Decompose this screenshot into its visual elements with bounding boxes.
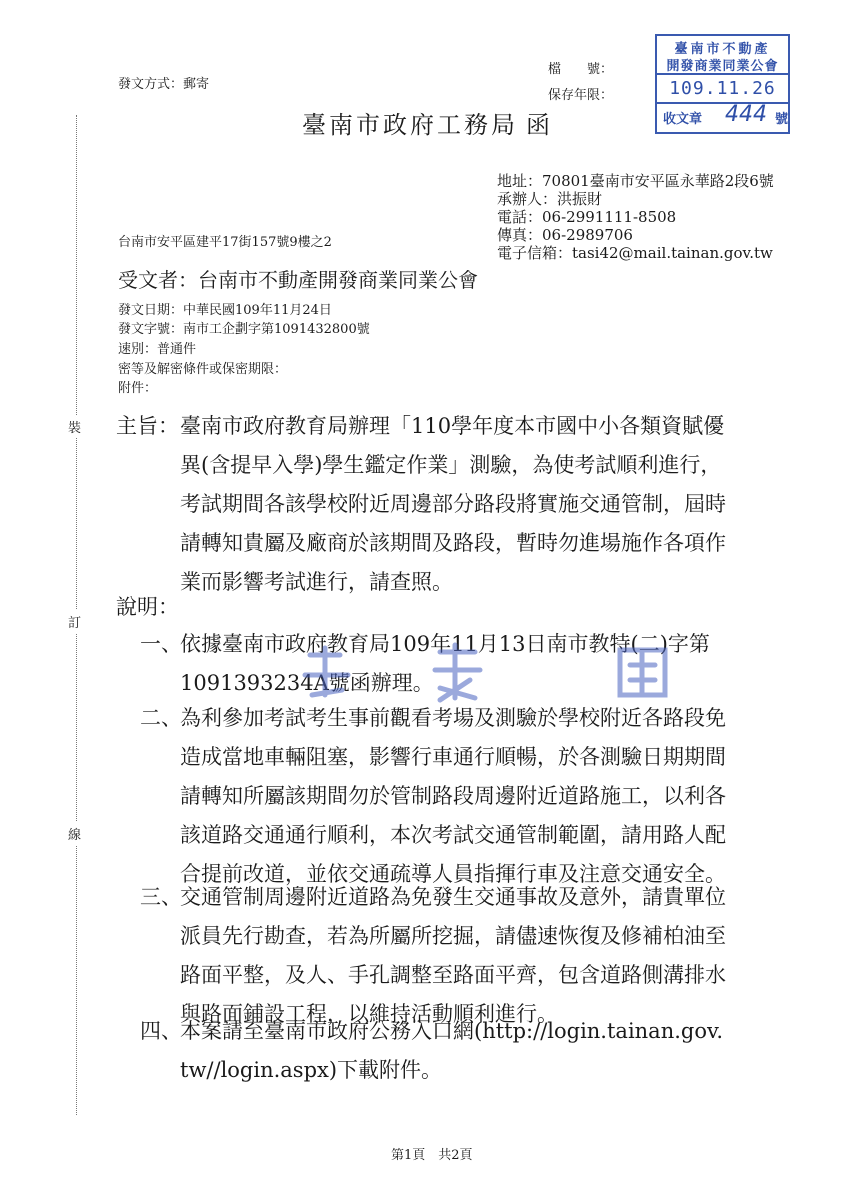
meta-secrecy: 密等及解密條件或保密期限： bbox=[118, 362, 288, 377]
binding-mark-xian: 線 bbox=[68, 822, 81, 845]
doc-type: 函 bbox=[526, 111, 553, 139]
explanation-item-2 bbox=[180, 699, 726, 894]
contact-fax: 傳真：06-2989706 bbox=[497, 226, 633, 244]
item-line: 該道路交通通行順利，本次考試交通管制範圍，請用路人配 bbox=[180, 823, 726, 847]
item-line: 交通管制周邊附近道路為免發生交通事故及意外，請貴單位 bbox=[180, 885, 726, 909]
item-line: 依據臺南市政府教育局109年11月13日南市教特(二)字第 bbox=[180, 632, 710, 656]
recipient: 受文者：台南市不動產開發商業同業公會 bbox=[118, 268, 478, 292]
item-line: 本案請至臺南市政府公務入口網(http://login.tainan.gov. bbox=[180, 1019, 724, 1043]
subject-line: 考試期間各該學校附近周邊部分路段將實施交通管制，屆時 bbox=[180, 492, 726, 516]
explanation-item-3 bbox=[180, 878, 726, 1034]
agency-title: 臺南市政府工務局 bbox=[302, 111, 518, 139]
subject-line: 臺南市政府教育局辦理「110學年度本市國中小各類資賦優 bbox=[180, 414, 725, 438]
subject-line: 請轉知貴屬及廠商於該期間及路段，暫時勿進場施作各項作 bbox=[180, 531, 726, 555]
retention-label: 保存年限： bbox=[548, 88, 614, 103]
stamp-received-prefix: 收文章 bbox=[663, 112, 703, 127]
meta-doc-no: 發文字號：南市工企劃字第1091432800號 bbox=[118, 322, 370, 337]
official-seal-impression bbox=[270, 640, 690, 710]
item-line: 派員先行勘查，若為所屬所挖掘，請儘速恢復及修補柏油至 bbox=[180, 924, 726, 948]
contact-phone: 電話：06-2991111-8508 bbox=[497, 208, 677, 226]
item-number: 二、 bbox=[140, 706, 182, 730]
item-line: 1091393234A號函辦理。 bbox=[180, 671, 434, 695]
file-no-label: 檔 號： bbox=[548, 62, 614, 77]
meta-attachment: 附件： bbox=[118, 381, 158, 396]
contact-email: 電子信箱：tasi42@mail.tainan.gov.tw bbox=[497, 244, 773, 262]
stamp-divider-top bbox=[657, 73, 788, 75]
stamp-date: 109.11.26 bbox=[669, 78, 776, 99]
meta-speed: 速別：普通件 bbox=[118, 342, 197, 357]
binding-mark-ding: 訂 bbox=[68, 610, 81, 633]
contact-handler: 承辦人：洪振財 bbox=[497, 190, 603, 208]
explanation-item-4 bbox=[180, 1012, 723, 1090]
delivery-method: 發文方式：郵寄 bbox=[118, 77, 210, 92]
subject-line: 異(含提早入學)學生鑑定作業」測驗，為使考試順利進行， bbox=[180, 453, 722, 477]
binding-mark-zhuang: 裝 bbox=[68, 415, 81, 438]
contact-address: 地址：70801臺南市安平區永華路2段6號 bbox=[497, 172, 774, 190]
item-line: tw//login.aspx)下載附件。 bbox=[180, 1058, 443, 1082]
stamp-divider-bottom bbox=[657, 102, 788, 104]
item-number: 一、 bbox=[140, 632, 182, 656]
item-line: 合提前改道，並依交通疏導人員指揮行車及注意交通安全。 bbox=[180, 862, 726, 886]
subject-label: 主旨： bbox=[116, 414, 179, 438]
stamp-received-suffix: 號 bbox=[775, 112, 789, 127]
item-number: 三、 bbox=[140, 885, 182, 909]
explanation-label: 說明： bbox=[116, 595, 179, 619]
stamp-received-no: 444 bbox=[725, 102, 767, 127]
subject-body bbox=[180, 407, 726, 602]
receipt-stamp bbox=[655, 34, 790, 134]
item-line: 造成當地車輛阻塞，影響行車通行順暢，於各測驗日期期間 bbox=[180, 745, 726, 769]
item-line: 與路面鋪設工程，以維持活動順利進行。 bbox=[180, 1002, 558, 1026]
subject-line: 業而影響考試進行，請查照。 bbox=[180, 570, 453, 594]
item-line: 請轉知所屬該期間勿於管制路段周邊附近道路施工，以利各 bbox=[180, 784, 726, 808]
item-line: 路面平整，及人、手孔調整至路面平齊，包含道路側溝排水 bbox=[180, 963, 726, 987]
item-line: 為利參加考試考生事前觀看考場及測驗於學校附近各路段免 bbox=[180, 706, 726, 730]
item-number: 四、 bbox=[140, 1019, 182, 1043]
stamp-line1: 臺南市不動產 bbox=[674, 42, 771, 57]
stamp-line2: 開發商業同業公會 bbox=[666, 59, 779, 74]
recipient-address: 台南市安平區建平17街157號9樓之2 bbox=[118, 235, 332, 250]
meta-date: 發文日期：中華民國109年11月24日 bbox=[118, 303, 332, 318]
page-indicator: 第1頁 共2頁 bbox=[391, 1148, 473, 1163]
